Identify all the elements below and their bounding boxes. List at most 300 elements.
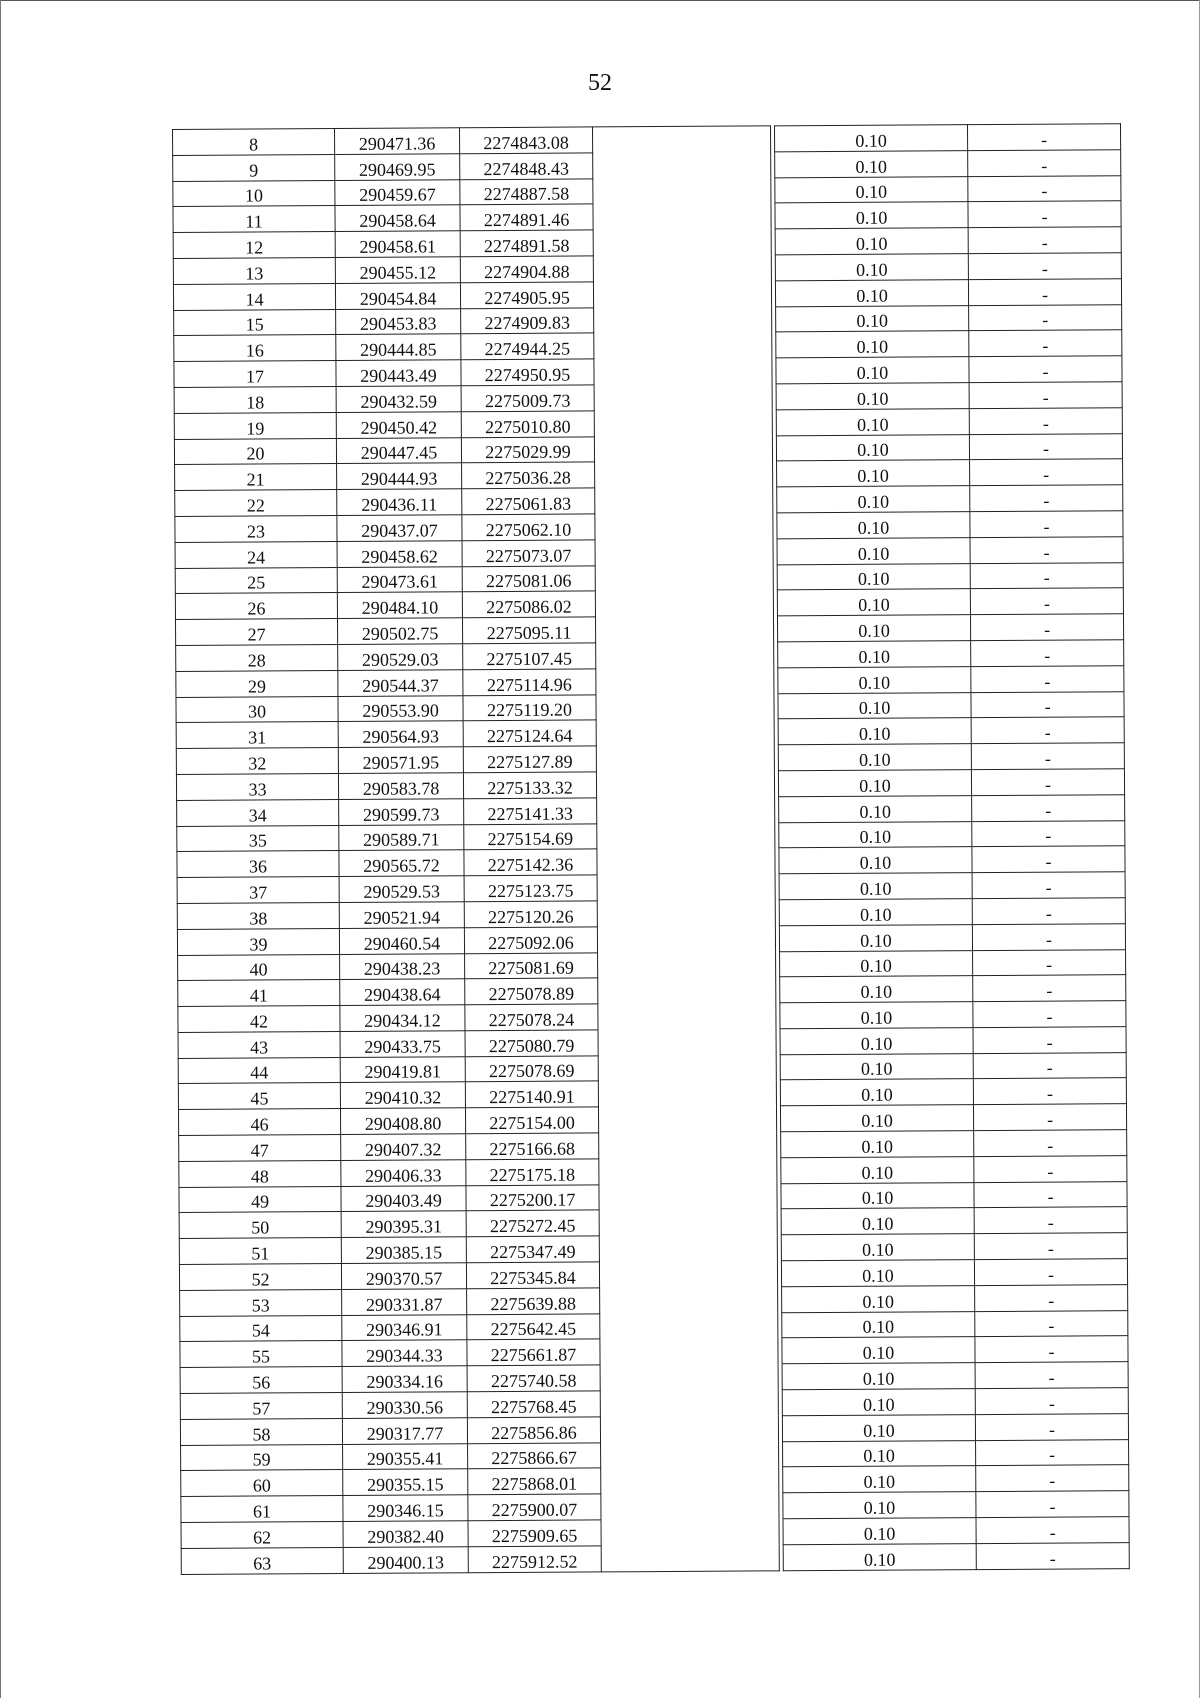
point-number-cell: 18 — [174, 386, 336, 413]
empty-cell — [596, 771, 774, 798]
note-cell: - — [970, 536, 1123, 563]
point-number-cell: 60 — [181, 1470, 343, 1497]
point-number-cell: 14 — [173, 283, 335, 310]
point-number-cell: 24 — [175, 541, 337, 568]
x-coordinate-cell: 290410.32 — [340, 1082, 465, 1109]
point-number-cell: 27 — [175, 619, 337, 646]
point-number-cell: 19 — [174, 412, 336, 439]
accuracy-cell: 0.10 — [782, 1363, 975, 1390]
y-coordinate-cell: 2274843.08 — [459, 127, 592, 154]
note-cell: - — [970, 511, 1123, 538]
accuracy-cell: 0.10 — [778, 641, 971, 668]
point-number-cell: 13 — [173, 257, 335, 284]
y-coordinate-cell: 2275154.00 — [465, 1107, 598, 1134]
x-coordinate-cell: 290565.72 — [339, 850, 464, 877]
point-number-cell: 17 — [174, 361, 336, 388]
x-coordinate-cell: 290437.07 — [337, 515, 462, 542]
point-number-cell: 35 — [177, 825, 339, 852]
y-coordinate-cell: 2274909.83 — [461, 308, 594, 335]
point-number-cell: 26 — [175, 593, 337, 620]
accuracy-cell: 0.10 — [780, 1028, 973, 1055]
x-coordinate-cell: 290434.12 — [340, 1005, 465, 1032]
accuracy-cell: 0.10 — [778, 718, 971, 745]
x-coordinate-cell: 290395.31 — [341, 1211, 466, 1238]
empty-cell — [596, 745, 774, 772]
point-number-cell: 42 — [178, 1006, 340, 1033]
y-coordinate-cell: 2275272.45 — [466, 1210, 599, 1237]
note-cell: - — [970, 614, 1123, 641]
y-coordinate-cell: 2275909.65 — [468, 1520, 601, 1547]
empty-cell — [598, 951, 776, 978]
accuracy-cell: 0.10 — [780, 1053, 973, 1080]
point-number-cell: 55 — [180, 1341, 342, 1368]
empty-cell — [594, 435, 772, 462]
x-coordinate-cell: 290385.15 — [341, 1237, 466, 1264]
empty-cell — [601, 1441, 779, 1468]
accuracy-cell: 0.10 — [783, 1492, 976, 1519]
accuracy-cell: 0.10 — [776, 408, 969, 435]
accuracy-cell: 0.10 — [780, 1105, 973, 1132]
y-coordinate-cell: 2275092.06 — [464, 927, 597, 954]
coordinates-table — [172, 123, 1130, 1574]
note-cell: - — [968, 278, 1121, 305]
point-number-cell: 43 — [178, 1031, 340, 1058]
y-coordinate-cell: 2275078.69 — [465, 1056, 598, 1083]
x-coordinate-cell: 290458.62 — [337, 540, 462, 567]
empty-cell — [593, 229, 771, 256]
accuracy-cell: 0.10 — [775, 228, 968, 255]
accuracy-cell: 0.10 — [781, 1156, 974, 1183]
x-coordinate-cell: 290571.95 — [338, 747, 463, 774]
y-coordinate-cell: 2275661.87 — [467, 1339, 600, 1366]
x-coordinate-cell: 290407.32 — [341, 1134, 466, 1161]
accuracy-cell: 0.10 — [775, 254, 968, 281]
y-coordinate-cell: 2274887.58 — [460, 179, 593, 206]
accuracy-cell: 0.10 — [783, 1440, 976, 1467]
y-coordinate-cell: 2275062.10 — [462, 514, 595, 541]
empty-cell — [595, 539, 773, 566]
empty-cell — [596, 668, 774, 695]
point-number-cell: 32 — [176, 748, 338, 775]
empty-cell — [595, 461, 773, 488]
point-number-cell: 12 — [173, 232, 335, 259]
y-coordinate-cell: 2275166.68 — [466, 1133, 599, 1160]
x-coordinate-cell: 290433.75 — [340, 1031, 465, 1058]
accuracy-cell: 0.10 — [783, 1543, 976, 1570]
note-cell: - — [968, 201, 1121, 228]
y-coordinate-cell: 2275866.67 — [468, 1443, 601, 1470]
empty-cell — [594, 332, 772, 359]
accuracy-cell: 0.10 — [777, 460, 970, 487]
x-coordinate-cell: 290450.42 — [336, 412, 461, 439]
point-number-cell: 54 — [180, 1315, 342, 1342]
accuracy-cell: 0.10 — [779, 873, 972, 900]
x-coordinate-cell: 290453.83 — [336, 308, 461, 335]
x-coordinate-cell: 290382.40 — [343, 1521, 468, 1548]
y-coordinate-cell: 2275900.07 — [468, 1494, 601, 1521]
point-number-cell: 45 — [178, 1083, 340, 1110]
x-coordinate-cell: 290334.16 — [342, 1366, 467, 1393]
note-cell: - — [974, 1233, 1127, 1260]
note-cell: - — [972, 898, 1125, 925]
y-coordinate-cell: 2275119.20 — [463, 694, 596, 721]
point-number-cell: 47 — [179, 1135, 341, 1162]
x-coordinate-cell: 290355.41 — [343, 1443, 468, 1470]
point-number-cell: 63 — [181, 1547, 343, 1574]
x-coordinate-cell: 290529.03 — [338, 644, 463, 671]
accuracy-cell: 0.10 — [776, 383, 969, 410]
accuracy-cell: 0.10 — [778, 744, 971, 771]
y-coordinate-cell: 2275768.45 — [467, 1391, 600, 1418]
note-cell: - — [972, 846, 1125, 873]
note-cell: - — [971, 665, 1124, 692]
note-cell: - — [974, 1130, 1127, 1157]
point-number-cell: 48 — [179, 1160, 341, 1187]
empty-cell — [594, 306, 772, 333]
empty-cell — [601, 1493, 779, 1520]
empty-cell — [598, 1029, 776, 1056]
point-number-cell: 58 — [180, 1418, 342, 1445]
accuracy-cell: 0.10 — [777, 512, 970, 539]
point-number-cell: 31 — [176, 722, 338, 749]
x-coordinate-cell: 290471.36 — [335, 128, 460, 155]
note-cell: - — [972, 794, 1125, 821]
note-cell: - — [969, 330, 1122, 357]
point-number-cell: 40 — [178, 954, 340, 981]
accuracy-cell: 0.10 — [777, 486, 970, 513]
note-cell: - — [973, 975, 1126, 1002]
note-cell: - — [972, 923, 1125, 950]
empty-cell — [600, 1416, 778, 1443]
accuracy-cell: 0.10 — [783, 1466, 976, 1493]
accuracy-cell: 0.10 — [774, 125, 967, 152]
empty-cell — [601, 1545, 779, 1572]
point-number-cell: 56 — [180, 1367, 342, 1394]
y-coordinate-cell: 2275095.11 — [462, 617, 595, 644]
x-coordinate-cell: 290459.67 — [335, 179, 460, 206]
note-cell: - — [975, 1362, 1128, 1389]
x-coordinate-cell: 290458.64 — [335, 205, 460, 232]
accuracy-cell: 0.10 — [779, 847, 972, 874]
x-coordinate-cell: 290436.11 — [337, 489, 462, 516]
empty-cell — [594, 358, 772, 385]
note-cell: - — [974, 1259, 1127, 1286]
y-coordinate-cell: 2275912.52 — [468, 1546, 601, 1573]
point-number-cell: 57 — [180, 1393, 342, 1420]
y-coordinate-cell: 2275127.89 — [463, 746, 596, 773]
note-cell: - — [971, 769, 1124, 796]
empty-cell — [599, 1235, 777, 1262]
accuracy-cell: 0.10 — [780, 976, 973, 1003]
empty-cell — [598, 1080, 776, 1107]
y-coordinate-cell: 2275009.73 — [461, 385, 594, 412]
x-coordinate-cell: 290408.80 — [340, 1108, 465, 1135]
empty-cell — [598, 1003, 776, 1030]
x-coordinate-cell: 290469.95 — [335, 154, 460, 181]
note-cell: - — [973, 1104, 1126, 1131]
note-cell: - — [968, 253, 1121, 280]
accuracy-cell: 0.10 — [775, 202, 968, 229]
point-number-cell: 53 — [180, 1289, 342, 1316]
note-cell: - — [968, 227, 1121, 254]
x-coordinate-cell: 290458.61 — [335, 231, 460, 258]
y-coordinate-cell: 2275061.83 — [462, 488, 595, 515]
table-body — [173, 124, 1130, 1574]
empty-cell — [595, 487, 773, 514]
y-coordinate-cell: 2275078.24 — [465, 1004, 598, 1031]
note-cell: - — [975, 1310, 1128, 1337]
point-number-cell: 16 — [174, 335, 336, 362]
x-coordinate-cell: 290346.91 — [342, 1314, 467, 1341]
y-coordinate-cell: 2274891.58 — [460, 230, 593, 257]
note-cell: - — [970, 459, 1123, 486]
x-coordinate-cell: 290419.81 — [340, 1056, 465, 1083]
empty-cell — [596, 642, 774, 669]
accuracy-cell: 0.10 — [779, 924, 972, 951]
note-cell: - — [974, 1207, 1127, 1234]
x-coordinate-cell: 290406.33 — [341, 1160, 466, 1187]
y-coordinate-cell: 2275010.80 — [461, 411, 594, 438]
y-coordinate-cell: 2274904.88 — [460, 256, 593, 283]
note-cell: - — [970, 588, 1123, 615]
empty-cell — [597, 900, 775, 927]
point-number-cell: 62 — [181, 1522, 343, 1549]
x-coordinate-cell: 290583.78 — [338, 773, 463, 800]
empty-cell — [595, 616, 773, 643]
point-number-cell: 20 — [174, 438, 336, 465]
empty-cell — [593, 203, 771, 230]
y-coordinate-cell: 2275140.91 — [465, 1081, 598, 1108]
page-top-edge — [0, 0, 1200, 1]
note-cell: - — [971, 691, 1124, 718]
accuracy-cell: 0.10 — [780, 1079, 973, 1106]
y-coordinate-cell: 2275107.45 — [463, 643, 596, 670]
accuracy-cell: 0.10 — [782, 1311, 975, 1338]
point-number-cell: 41 — [178, 980, 340, 1007]
x-coordinate-cell: 290460.54 — [339, 927, 464, 954]
note-cell: - — [976, 1517, 1129, 1544]
accuracy-cell: 0.10 — [781, 1260, 974, 1287]
table-row — [181, 1543, 1129, 1575]
empty-cell — [594, 410, 772, 437]
y-coordinate-cell: 2275036.28 — [462, 462, 595, 489]
note-cell: - — [969, 433, 1122, 460]
note-cell: - — [967, 124, 1120, 151]
empty-cell — [595, 564, 773, 591]
x-coordinate-cell: 290599.73 — [339, 798, 464, 825]
point-number-cell: 10 — [173, 180, 335, 207]
empty-cell — [601, 1467, 779, 1494]
accuracy-cell: 0.10 — [777, 537, 970, 564]
accuracy-cell: 0.10 — [778, 692, 971, 719]
x-coordinate-cell: 290484.10 — [337, 592, 462, 619]
y-coordinate-cell: 2275124.64 — [463, 720, 596, 747]
point-number-cell: 29 — [176, 670, 338, 697]
y-coordinate-cell: 2275073.07 — [462, 540, 595, 567]
x-coordinate-cell: 290331.87 — [342, 1289, 467, 1316]
point-number-cell: 44 — [178, 1057, 340, 1084]
y-coordinate-cell: 2275114.96 — [463, 669, 596, 696]
y-coordinate-cell: 2275740.58 — [467, 1365, 600, 1392]
x-coordinate-cell: 290564.93 — [338, 721, 463, 748]
x-coordinate-cell: 290370.57 — [341, 1263, 466, 1290]
point-number-cell: 33 — [176, 773, 338, 800]
accuracy-cell: 0.10 — [779, 821, 972, 848]
point-number-cell: 15 — [174, 309, 336, 336]
x-coordinate-cell: 290400.13 — [343, 1547, 468, 1574]
point-number-cell: 30 — [176, 696, 338, 723]
accuracy-cell: 0.10 — [779, 899, 972, 926]
x-coordinate-cell: 290529.53 — [339, 876, 464, 903]
x-coordinate-cell: 290447.45 — [336, 437, 461, 464]
note-cell: - — [973, 1052, 1126, 1079]
accuracy-cell: 0.10 — [775, 150, 968, 177]
accuracy-cell: 0.10 — [777, 615, 970, 642]
empty-cell — [597, 797, 775, 824]
accuracy-cell: 0.10 — [782, 1389, 975, 1416]
point-number-cell: 38 — [177, 902, 339, 929]
x-coordinate-cell: 290438.64 — [340, 979, 465, 1006]
y-coordinate-cell: 2275078.89 — [465, 978, 598, 1005]
y-coordinate-cell: 2275868.01 — [468, 1468, 601, 1495]
y-coordinate-cell: 2275154.69 — [464, 823, 597, 850]
y-coordinate-cell: 2275081.06 — [462, 565, 595, 592]
accuracy-cell: 0.10 — [778, 770, 971, 797]
empty-cell — [593, 177, 771, 204]
page-number: 52 — [588, 70, 612, 96]
empty-cell — [597, 822, 775, 849]
x-coordinate-cell: 290444.93 — [337, 463, 462, 490]
note-cell: - — [968, 175, 1121, 202]
note-cell: - — [974, 1156, 1127, 1183]
note-cell: - — [970, 485, 1123, 512]
point-number-cell: 28 — [176, 644, 338, 671]
point-number-cell: 52 — [179, 1264, 341, 1291]
empty-cell — [599, 1132, 777, 1159]
note-cell: - — [976, 1543, 1129, 1570]
accuracy-cell: 0.10 — [782, 1414, 975, 1441]
point-number-cell: 8 — [173, 129, 335, 156]
empty-cell — [592, 126, 770, 153]
accuracy-cell: 0.10 — [781, 1182, 974, 1209]
point-number-cell: 46 — [178, 1109, 340, 1136]
accuracy-cell: 0.10 — [775, 279, 968, 306]
empty-cell — [599, 1183, 777, 1210]
note-cell: - — [973, 1027, 1126, 1054]
empty-cell — [596, 693, 774, 720]
accuracy-cell: 0.10 — [777, 589, 970, 616]
x-coordinate-cell: 290502.75 — [337, 618, 462, 645]
x-coordinate-cell: 290589.71 — [339, 824, 464, 851]
accuracy-cell: 0.10 — [782, 1285, 975, 1312]
empty-cell — [599, 1209, 777, 1236]
x-coordinate-cell: 290521.94 — [339, 902, 464, 929]
empty-cell — [600, 1338, 778, 1365]
y-coordinate-cell: 2275347.49 — [466, 1236, 599, 1263]
accuracy-cell: 0.10 — [781, 1208, 974, 1235]
point-number-cell: 9 — [173, 154, 335, 181]
note-cell: - — [969, 382, 1122, 409]
x-coordinate-cell: 290553.90 — [338, 695, 463, 722]
x-coordinate-cell: 290344.33 — [342, 1340, 467, 1367]
note-cell: - — [971, 717, 1124, 744]
accuracy-cell: 0.10 — [776, 357, 969, 384]
note-cell: - — [971, 743, 1124, 770]
accuracy-cell: 0.10 — [776, 434, 969, 461]
x-coordinate-cell: 290438.23 — [340, 953, 465, 980]
y-coordinate-cell: 2275639.88 — [467, 1288, 600, 1315]
note-cell: - — [973, 1001, 1126, 1028]
accuracy-cell: 0.10 — [782, 1337, 975, 1364]
y-coordinate-cell: 2274891.46 — [460, 204, 593, 231]
x-coordinate-cell: 290403.49 — [341, 1185, 466, 1212]
empty-cell — [601, 1519, 779, 1546]
x-coordinate-cell: 290346.15 — [343, 1495, 468, 1522]
point-number-cell: 59 — [181, 1444, 343, 1471]
x-coordinate-cell: 290330.56 — [342, 1392, 467, 1419]
empty-cell — [595, 513, 773, 540]
empty-cell — [593, 255, 771, 282]
point-number-cell: 21 — [175, 464, 337, 491]
note-cell: - — [976, 1439, 1129, 1466]
note-cell: - — [969, 356, 1122, 383]
note-cell: - — [971, 640, 1124, 667]
empty-cell — [597, 874, 775, 901]
point-number-cell: 37 — [177, 877, 339, 904]
accuracy-cell: 0.10 — [783, 1518, 976, 1545]
x-coordinate-cell: 290544.37 — [338, 669, 463, 696]
empty-cell — [599, 1261, 777, 1288]
y-coordinate-cell: 2275080.79 — [465, 1030, 598, 1057]
x-coordinate-cell: 290432.59 — [336, 386, 461, 413]
y-coordinate-cell: 2275120.26 — [464, 901, 597, 928]
note-cell: - — [973, 949, 1126, 976]
accuracy-cell: 0.10 — [777, 563, 970, 590]
empty-cell — [593, 152, 771, 179]
point-number-cell: 22 — [175, 490, 337, 517]
x-coordinate-cell: 290443.49 — [336, 360, 461, 387]
page-left-edge — [0, 0, 1, 1698]
x-coordinate-cell: 290355.15 — [343, 1469, 468, 1496]
y-coordinate-cell: 2274950.95 — [461, 359, 594, 386]
y-coordinate-cell: 2275200.17 — [466, 1185, 599, 1212]
empty-cell — [597, 926, 775, 953]
accuracy-cell: 0.10 — [781, 1131, 974, 1158]
note-cell: - — [969, 407, 1122, 434]
y-coordinate-cell: 2275081.69 — [465, 952, 598, 979]
point-number-cell: 51 — [179, 1238, 341, 1265]
note-cell: - — [975, 1414, 1128, 1441]
empty-cell — [594, 384, 772, 411]
empty-cell — [593, 281, 771, 308]
note-cell: - — [970, 562, 1123, 589]
accuracy-cell: 0.10 — [776, 331, 969, 358]
y-coordinate-cell: 2275142.36 — [464, 849, 597, 876]
point-number-cell: 49 — [179, 1186, 341, 1213]
y-coordinate-cell: 2274848.43 — [460, 153, 593, 180]
empty-cell — [598, 1055, 776, 1082]
x-coordinate-cell: 290455.12 — [335, 257, 460, 284]
x-coordinate-cell: 290473.61 — [337, 566, 462, 593]
accuracy-cell: 0.10 — [778, 666, 971, 693]
note-cell: - — [969, 304, 1122, 331]
point-number-cell: 34 — [177, 799, 339, 826]
empty-cell — [598, 1106, 776, 1133]
note-cell: - — [968, 150, 1121, 177]
note-cell: - — [972, 872, 1125, 899]
empty-cell — [596, 719, 774, 746]
point-number-cell: 36 — [177, 851, 339, 878]
